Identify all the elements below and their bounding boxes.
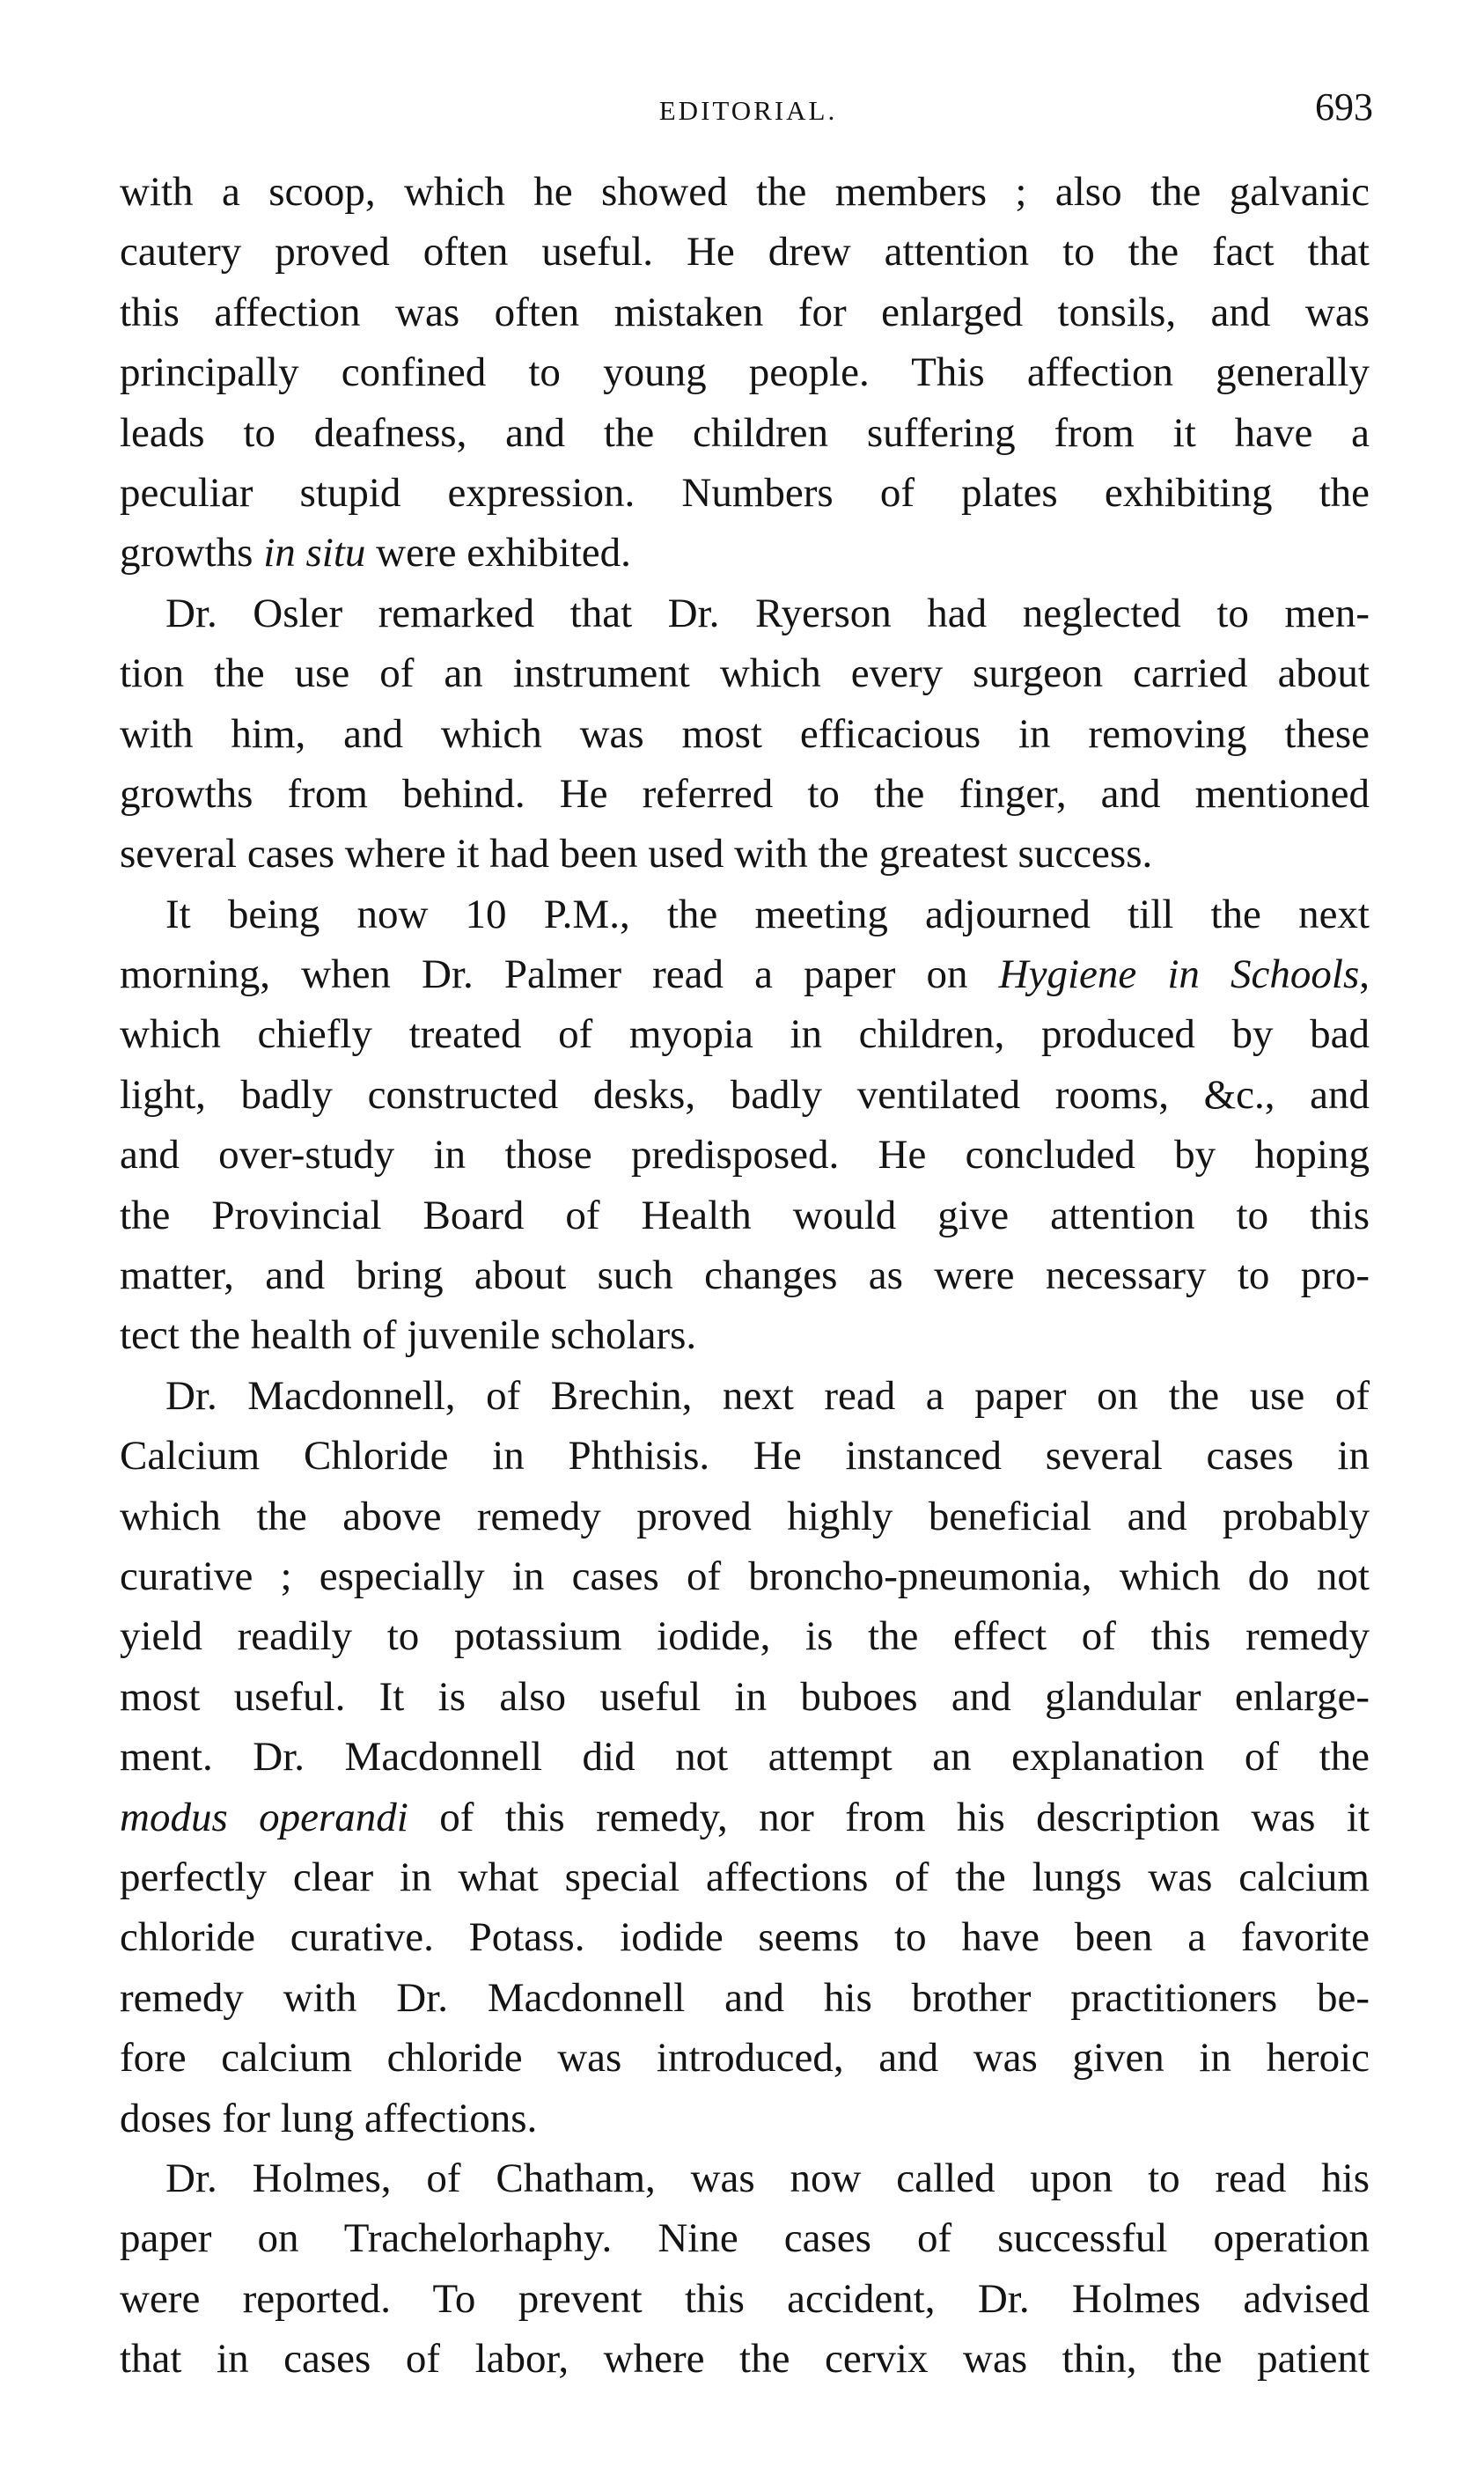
- text-line: most useful. It is also useful in buboes and glandular enlarge-: [120, 1673, 1370, 1720]
- text-line: perfectly clear in what special affections of the lungs was calcium: [120, 1854, 1370, 1900]
- text-line: were reported. To prevent this accident, Dr. Holmes advised: [120, 2275, 1370, 2322]
- line-text: , the meeting adjourned till the next: [619, 891, 1370, 937]
- text-line: tect the health of juvenile scholars.: [120, 1312, 697, 1359]
- italic-phrase: modus operandi: [120, 1794, 408, 1840]
- text-line: which chiefly treated of myopia in children, produced by bad: [120, 1011, 1370, 1058]
- text-line: ment. Dr. Macdonnell did not attempt an explanation of the: [120, 1734, 1370, 1781]
- italic-phrase: in situ: [263, 530, 366, 576]
- line-text: of this remedy, nor from his description was it: [408, 1794, 1370, 1840]
- text-line: tion the use of an instrument which every surgeon carried about: [120, 650, 1370, 697]
- text-line: several cases where it had been used with the greatest success.: [120, 831, 1153, 878]
- text-line: with a scoop, which he showed the members ; also the galvanic: [120, 169, 1370, 215]
- running-title: EDITORIAL.: [658, 95, 838, 126]
- text-line: curative ; especially in cases of broncho-pneumonia, which do not: [120, 1553, 1370, 1599]
- text-line: growths from behind. He referred to the finger, and mentioned: [120, 770, 1370, 817]
- text-line: Dr. Osler remarked that Dr. Ryerson had neglected to men-: [165, 590, 1370, 636]
- text-line: [120, 944, 1370, 1004]
- text-line: cautery proved often useful. He drew attention to the fact that: [120, 229, 1370, 275]
- text-line: the Provincial Board of Health would give attention to this: [120, 1192, 1370, 1238]
- text-line: remedy with Dr. Macdonnell and his brother practitioners be-: [120, 1974, 1370, 2021]
- text-line: paper on Trachelorhaphy. Nine cases of successful operation: [120, 2215, 1370, 2262]
- line-text: It being now 10: [165, 891, 544, 937]
- text-line: leads to deafness, and the children suffering from it have a: [120, 409, 1370, 456]
- text-line: that in cases of labor, where the cervix was thin, the patient: [120, 2336, 1370, 2383]
- text-line: chloride curative. Potass. iodide seems to have been a favorite: [120, 1914, 1370, 1961]
- page-number: 693: [1315, 85, 1373, 129]
- text-line: principally confined to young people. This affection generally: [120, 349, 1370, 396]
- text-line: peculiar stupid expression. Numbers of plates exhibiting the: [120, 469, 1370, 516]
- line-text: were exhibited.: [365, 530, 631, 576]
- text-line: this affection was often mistaken for enlarged tonsils, and was: [120, 289, 1370, 335]
- text-line: [120, 1788, 1370, 1847]
- text-line: Calcium Chloride in Phthisis. He instanced several cases in: [120, 1433, 1370, 1480]
- italic-phrase: Hygiene in Schools: [998, 951, 1360, 998]
- small-caps-text: P.M.: [543, 891, 620, 937]
- text-line: [120, 523, 1370, 583]
- body-text: [120, 162, 1370, 2389]
- line-text: ,: [1359, 951, 1370, 998]
- text-line: matter, and bring about such changes as were necessary to pro-: [120, 1252, 1370, 1299]
- text-line: which the above remedy proved highly beneficial and probably: [120, 1493, 1370, 1539]
- page-header: [123, 84, 1373, 137]
- text-line: with him, and which was most efficacious in removing these: [120, 710, 1370, 757]
- text-line: yield readily to potassium iodide, is the effect of this remedy: [120, 1613, 1370, 1660]
- text-line: doses for lung affections.: [120, 2095, 538, 2141]
- text-line: Dr. Holmes, of Chatham, was now called upon to read his: [165, 2155, 1370, 2201]
- text-line: Dr. Macdonnell, of Brechin, next read a paper on the use of: [165, 1372, 1370, 1419]
- text-line: [120, 885, 1370, 944]
- text-line: and over-study in those predisposed. He concluded by hoping: [120, 1132, 1370, 1179]
- line-text: growths: [120, 530, 264, 576]
- line-text: morning, when Dr. Palmer read a paper on: [120, 951, 999, 998]
- text-line: light, badly constructed desks, badly ventilated rooms, &c., and: [120, 1071, 1370, 1118]
- text-line: fore calcium chloride was introduced, and was given in heroic: [120, 2035, 1370, 2082]
